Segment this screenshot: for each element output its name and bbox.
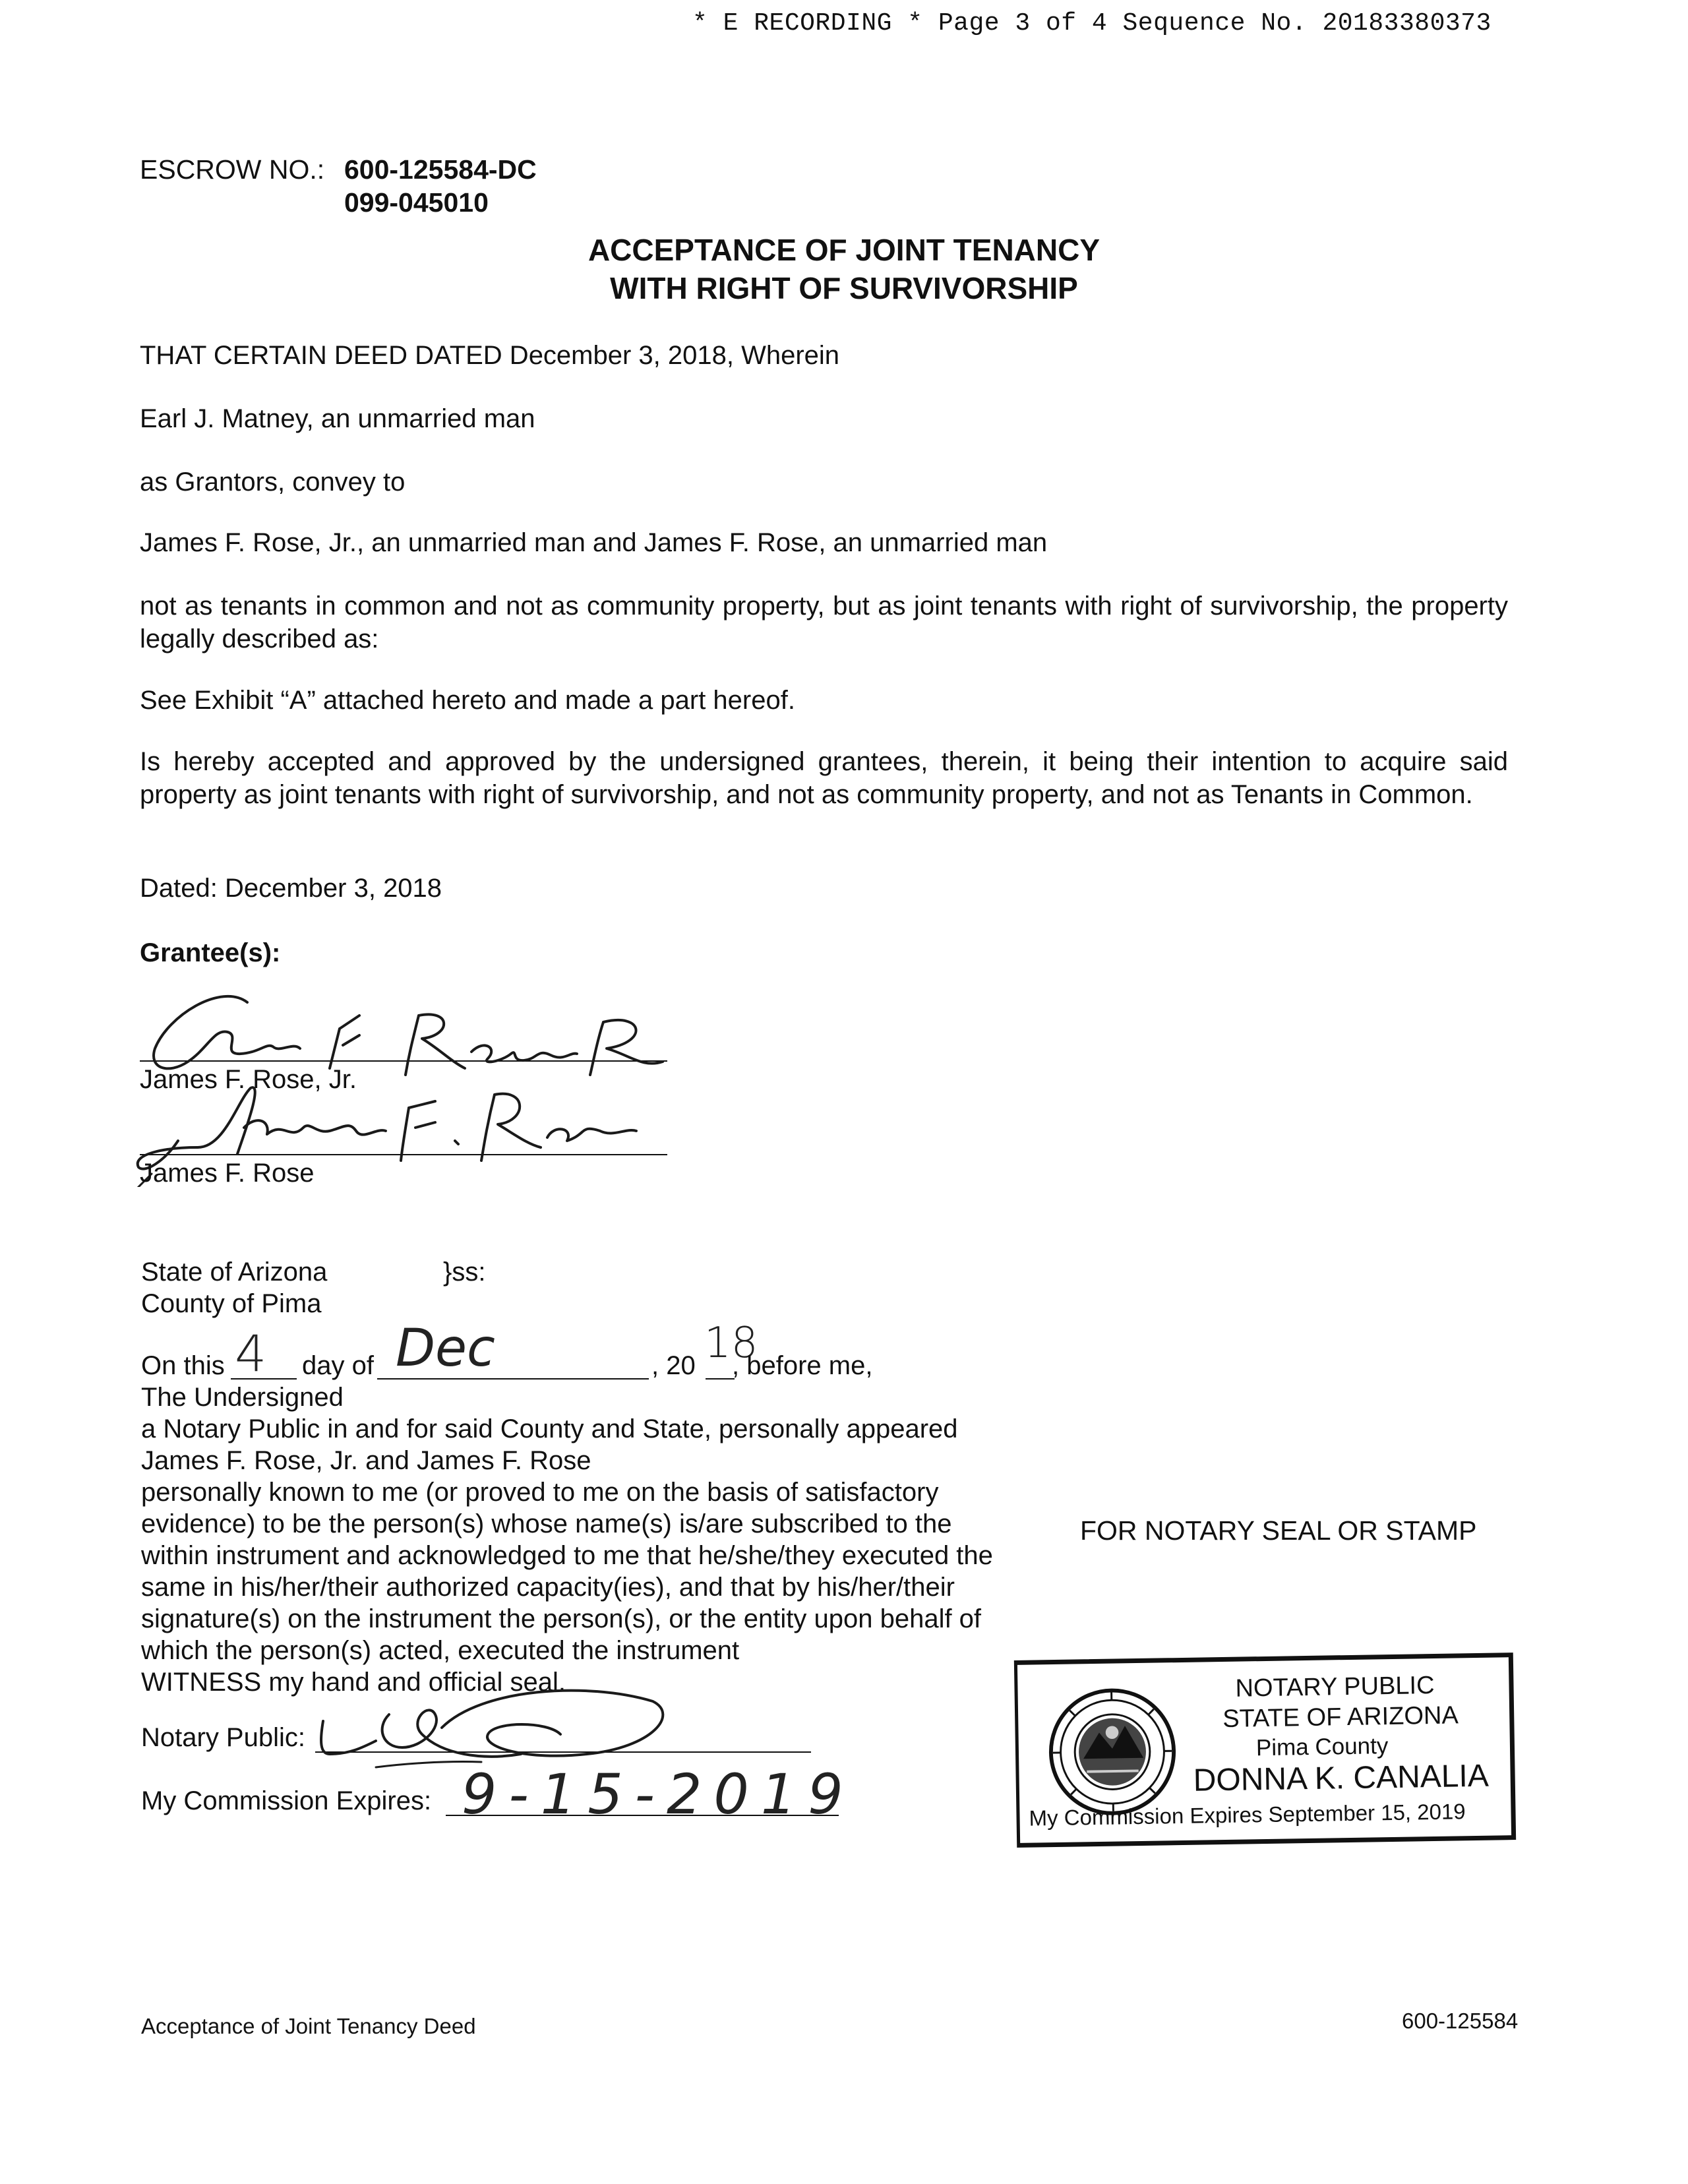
month-value: Dec (396, 1319, 495, 1378)
notary-state: State of Arizona (141, 1258, 328, 1287)
notary-county: County of Pima (141, 1289, 322, 1318)
notary-line-1: a Notary Public in and for said County and State, personally appeared (141, 1414, 958, 1443)
notary-line-3: personally known to me (or proved to me on the basis of satisfactory (141, 1478, 939, 1507)
commission-value: 9-15-2019 (462, 1762, 855, 1827)
exhibit-reference: See Exhibit “A” attached hereto and made a part hereof. (140, 686, 795, 715)
year-value: 18 (704, 1319, 758, 1368)
recording-header: * E RECORDING * Page 3 of 4 Sequence No. 20183380373 (692, 9, 1492, 38)
year-line (706, 1378, 735, 1380)
convey-statement: as Grantors, convey to (140, 468, 406, 497)
acceptance-clause: Is hereby accepted and approved by the undersigned grantees, therein, it being their intention to acquire said property as joint tenants with right of survivorship, and not as community property, and not as Tenants in Common. (140, 747, 1508, 809)
grantees-names: James F. Rose, Jr., an unmarried man and James F. Rose, an unmarried man (140, 528, 1048, 557)
day-of-label: day of (302, 1351, 374, 1380)
escrow-label: ESCROW NO.: (140, 154, 325, 185)
notary-stamp (1014, 1653, 1516, 1848)
stamp-line-4: DONNA K. CANALIA (1193, 1758, 1490, 1798)
grantor-name: Earl J. Matney, an unmarried man (140, 404, 535, 433)
stamp-line-5: My Commission Expires September 15, 2019 (1029, 1799, 1466, 1831)
stamp-line-3: Pima County (1255, 1733, 1389, 1761)
notary-line-9: WITNESS my hand and official seal. (141, 1668, 566, 1697)
year-prefix: , 20 (651, 1351, 696, 1380)
commission-label: My Commission Expires: (141, 1786, 432, 1815)
month-line (377, 1378, 649, 1380)
state-seal-icon (1046, 1686, 1178, 1817)
footer-left: Acceptance of Joint Tenancy Deed (141, 2014, 476, 2038)
notary-line-5: within instrument and acknowledged to me that he/she/they executed the (141, 1541, 993, 1570)
dated-line: Dated: December 3, 2018 (140, 874, 442, 903)
document-title-line2: WITH RIGHT OF SURVIVORSHIP (610, 271, 1078, 305)
signer-2-name: James F. Rose (140, 1159, 315, 1188)
undersigned-label: The Undersigned (141, 1383, 344, 1412)
day-value: 4 (235, 1324, 267, 1383)
notary-ss: }ss: (443, 1258, 486, 1287)
notary-public-label: Notary Public: (141, 1723, 305, 1752)
on-this-label: On this (141, 1351, 225, 1380)
stamp-line-2: STATE OF ARIZONA (1222, 1701, 1459, 1734)
notary-line-8: which the person(s) acted, executed the instrument (141, 1636, 740, 1665)
escrow-number-2: 099-045010 (344, 187, 489, 218)
notary-line-2: James F. Rose, Jr. and James F. Rose (141, 1446, 591, 1475)
document-title-line1: ACCEPTANCE OF JOINT TENANCY (588, 233, 1100, 267)
before-me: , before me, (732, 1351, 873, 1380)
notary-line-7: signature(s) on the instrument the person(s), or the entity upon behalf of (141, 1604, 982, 1633)
seal-placeholder-label: FOR NOTARY SEAL OR STAMP (1080, 1515, 1477, 1546)
notary-line-6: same in his/her/their authorized capacity(ies), and that by his/her/their (141, 1573, 955, 1602)
deed-intro: THAT CERTAIN DEED DATED December 3, 2018, Wherein (140, 341, 840, 370)
tenancy-clause: not as tenants in common and not as community property, but as joint tenants with right of survivorship, the property legally described as: (140, 592, 1508, 653)
stamp-line-1: NOTARY PUBLIC (1235, 1671, 1435, 1703)
signer-1-name: James F. Rose, Jr. (140, 1065, 357, 1094)
footer-right: 600-125584 (1402, 2009, 1519, 2033)
notary-line-4: evidence) to be the person(s) whose name(s) is/are subscribed to the (141, 1509, 952, 1538)
grantees-heading: Grantee(s): (140, 938, 281, 967)
escrow-number-1: 600-125584-DC (344, 154, 537, 185)
